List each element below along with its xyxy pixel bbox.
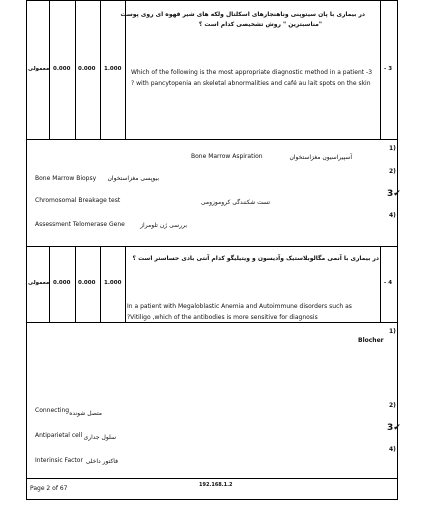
col-divider (380, 246, 381, 322)
score-cell: 0.000 (78, 280, 96, 286)
option-fa: سلول جداری (83, 434, 116, 441)
option-en[interactable]: Bone Marrow Biopsy (35, 175, 97, 182)
question-number: - 3 (384, 66, 393, 72)
col-divider (75, 0, 76, 139)
score-cell: 0.000 (53, 66, 71, 72)
col-divider (125, 246, 126, 322)
col-divider (100, 0, 101, 139)
check-icon: 3✔ (387, 423, 401, 433)
option-fa: تست شکنندگی کروموزومی (200, 199, 270, 206)
option-number: 2) (389, 402, 396, 409)
rule (27, 139, 397, 140)
rule (27, 246, 397, 247)
rule (27, 0, 397, 1)
option-en[interactable]: Blocher (358, 337, 384, 344)
page-number: Page 2 of 67 (30, 485, 68, 492)
option-fa: آسپیراسیون مغزاستخوان (289, 154, 352, 161)
rule (27, 499, 397, 500)
rule (27, 478, 397, 479)
question-fa-line2: "مناسبترین " روش تشخیصی کدام است ؟ (198, 21, 322, 28)
option-en[interactable]: Connecting (35, 407, 70, 414)
rule (27, 322, 397, 323)
col-divider (100, 246, 101, 322)
option-number: 1) (389, 328, 396, 335)
option-fa: بررسی ژن تلومراز (140, 222, 187, 229)
option-number: 2) (389, 168, 396, 175)
score-cell: 1.000 (104, 280, 122, 286)
score-cell: 0.000 (78, 66, 96, 72)
option-en[interactable]: Antiparietal cell (35, 432, 83, 439)
ip-address: 192.168.1.2 (199, 482, 233, 488)
page-frame (26, 0, 401, 500)
check-icon: 3✔ (387, 189, 401, 199)
question-fa: در بیماری با پان سیتوپنی وناهنجارهای اسکلتال ولکه های شیر قهوه ای روی پوست (120, 11, 365, 18)
col-divider (125, 0, 126, 139)
question-en-line2: ?Vitiligo ,which of the antibodies is more sensitive for diagnosis (127, 314, 318, 321)
option-fa: متصل شونده (69, 410, 102, 417)
difficulty-level: معمولی (28, 66, 50, 72)
question-number: - 4 (384, 280, 393, 286)
score-cell: 1.000 (104, 66, 122, 72)
question-en-line2: ? with pancytopenia an skeletal abnormalities and café au lait spots on the skin (131, 80, 371, 87)
option-fa: فاکتور داخلی (85, 458, 118, 465)
question-en: Which of the following is the most appropriate diagnostic method in a patient -3 (131, 69, 373, 76)
question-fa: در بیماری با آنمی مگالوبلاستیک وآدیسون و ویتیلیگو کدام آنتی بادی حساستر است ؟ (132, 255, 379, 262)
question-en: In a patient with Megaloblastic Anemia and Autoimmune disorders such as (127, 303, 352, 310)
option-en[interactable]: Assessment Telomerase Gene (35, 221, 125, 228)
score-cell: 0.000 (53, 280, 71, 286)
option-number: 1) (389, 145, 396, 152)
col-divider (75, 246, 76, 322)
difficulty-level: معمولی (28, 280, 50, 286)
col-divider (380, 0, 381, 139)
option-en[interactable]: Chromosomal Breakage test (35, 197, 121, 204)
option-number: 4) (389, 212, 396, 219)
option-number: 4) (389, 446, 396, 453)
option-en[interactable]: Interinsic Factor (35, 457, 83, 464)
option-fa: بیوپسی مغزاستخوان (107, 175, 159, 182)
option-en[interactable]: Bone Marrow Aspiration (191, 153, 263, 160)
